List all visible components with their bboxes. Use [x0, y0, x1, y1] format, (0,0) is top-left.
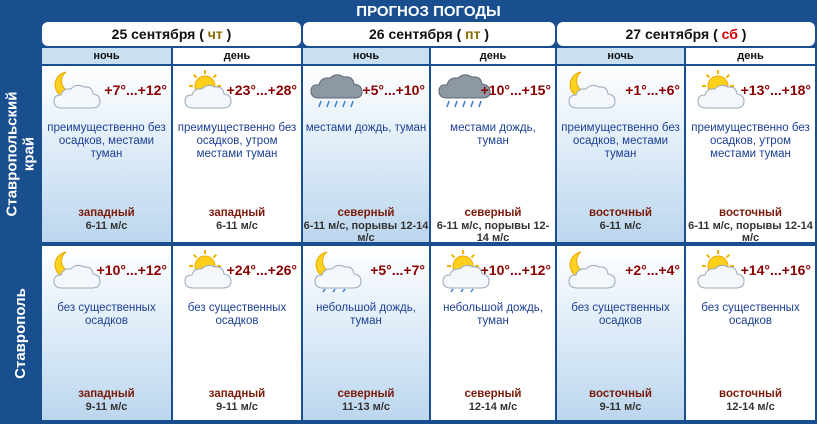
temperature-range: +5°...+7°	[370, 262, 425, 278]
forecast-cell	[686, 246, 815, 420]
rain-drops	[451, 289, 473, 292]
weekday-label: сб	[721, 26, 738, 42]
wind-speed: 12-14 м/с	[468, 401, 518, 413]
wind-direction: восточный	[719, 207, 782, 219]
date-header	[42, 22, 301, 46]
moon-partly-cloudy-icon	[46, 248, 102, 292]
wind-speed: 11-13 м/с	[342, 401, 390, 413]
sun-partly-cloudy-icon	[177, 68, 233, 112]
cloud-shape	[311, 75, 362, 98]
date-label: 26 сентября (	[368, 26, 466, 42]
date-header	[303, 22, 555, 46]
forecast-cell	[431, 66, 555, 242]
forecast-cell	[173, 246, 301, 420]
temperature-range: +10°...+15°	[480, 82, 551, 98]
temperature-range: +13°...+18°	[740, 82, 811, 98]
cloud-shape	[698, 85, 744, 108]
wind-speed: 6-11 м/с, порывы 12-14 м/с	[436, 220, 550, 242]
wind-direction: северный	[464, 207, 522, 219]
forecast-cell	[42, 66, 171, 242]
sun-partly-cloudy-icon	[690, 248, 746, 292]
wind-speed: 6-11 м/с	[85, 220, 128, 232]
temperature-range: +10°...+12°	[96, 262, 167, 278]
wind-speed: 6-11 м/с	[599, 220, 642, 232]
weekday-label: чт	[207, 26, 223, 42]
wind-direction: восточный	[589, 207, 652, 219]
cloud-shape	[185, 265, 231, 288]
weather-description: преимущественно без осадков, утром местами туман	[177, 122, 297, 160]
period-label-day: день	[686, 48, 815, 64]
wind-speed: 6-11 м/с, порывы 12-14 м/с	[303, 220, 429, 242]
wind-direction: западный	[78, 207, 135, 219]
weekday-label: пт	[465, 26, 481, 42]
wind-speed: 9-11 м/с	[216, 401, 258, 413]
forecast-cell	[303, 66, 429, 242]
forecast-cell	[557, 66, 684, 242]
forecast-title: ПРОГНОЗ ПОГОДЫ	[42, 2, 815, 22]
forecast-cell	[557, 246, 684, 420]
forecast-cell	[431, 246, 555, 420]
temperature-range: +10°...+12°	[480, 262, 551, 278]
weather-description: преимущественно без осадков, утром местами туман	[691, 122, 810, 160]
moon-partly-cloudy-icon	[46, 68, 102, 112]
date-close: )	[222, 26, 232, 42]
date-close: )	[480, 26, 489, 42]
wind-speed: 6-11 м/с	[216, 220, 258, 232]
wind-direction: северный	[464, 388, 522, 400]
period-label-night: ночь	[557, 48, 684, 64]
region-label-column	[0, 66, 40, 242]
temperature-range: +24°...+26°	[226, 262, 297, 278]
wind-direction: северный	[337, 388, 395, 400]
wind-speed: 9-11 м/с	[599, 401, 642, 413]
temperature-range: +14°...+16°	[740, 262, 811, 278]
rain-drops	[323, 289, 345, 292]
weather-description: без существенных осадков	[571, 302, 670, 327]
weather-description: без существенных осадков	[701, 302, 800, 327]
period-label-day: день	[431, 48, 555, 64]
forecast-cell	[303, 246, 429, 420]
wind-direction: северный	[337, 207, 395, 219]
wind-direction: западный	[208, 207, 266, 219]
date-close: )	[737, 26, 747, 42]
forecast-cell	[42, 246, 171, 420]
weather-description: местами дождь, туман	[450, 122, 536, 147]
temperature-range: +7°...+12°	[104, 82, 167, 98]
rain-cloud-icon	[307, 68, 363, 112]
wind-speed: 6-11 м/с, порывы 12-14 м/с	[688, 220, 813, 242]
rain-drops	[319, 101, 353, 107]
temperature-range: +5°...+10°	[362, 82, 425, 98]
date-header	[557, 22, 815, 46]
period-label-night: ночь	[303, 48, 429, 64]
cloud-shape	[698, 265, 744, 288]
moon-partly-cloudy-icon	[561, 68, 617, 112]
date-label: 25 сентября (	[111, 26, 208, 42]
region-name: Ставропольский край	[3, 91, 37, 217]
rain-drops	[447, 101, 481, 107]
temperature-range: +23°...+28°	[226, 82, 297, 98]
wind-direction: восточный	[719, 388, 782, 400]
sun-partly-cloudy-icon	[690, 68, 746, 112]
period-label-night: ночь	[42, 48, 171, 64]
forecast-cell	[686, 66, 815, 242]
sun-partly-cloudy-icon	[177, 248, 233, 292]
weather-description: небольшой дождь, туман	[316, 302, 416, 327]
wind-direction: западный	[208, 388, 266, 400]
date-label: 27 сентября (	[625, 26, 722, 42]
weather-description: без существенных осадков	[57, 302, 156, 327]
wind-direction: западный	[78, 388, 135, 400]
weather-description: небольшой дождь, туман	[443, 302, 543, 327]
temperature-range: +1°...+6°	[625, 82, 680, 98]
wind-speed: 9-11 м/с	[85, 401, 128, 413]
weather-description: преимущественно без осадков, местами туман	[561, 122, 680, 160]
weather-description: преимущественно без осадков, местами туман	[47, 122, 166, 160]
temperature-range: +2°...+4°	[625, 262, 680, 278]
wind-direction: восточный	[589, 388, 652, 400]
period-label-day: день	[173, 48, 301, 64]
cloud-shape	[185, 85, 231, 108]
weather-description: местами дождь, туман	[305, 122, 427, 134]
moon-partly-cloudy-icon	[561, 248, 617, 292]
moon-light-rain-icon	[307, 248, 363, 292]
region-name: Ставрополь	[11, 287, 29, 379]
region-label-column	[0, 246, 40, 420]
wind-speed: 12-14 м/с	[726, 401, 775, 413]
forecast-cell	[173, 66, 301, 242]
weather-description: без существенных осадков	[187, 302, 287, 327]
